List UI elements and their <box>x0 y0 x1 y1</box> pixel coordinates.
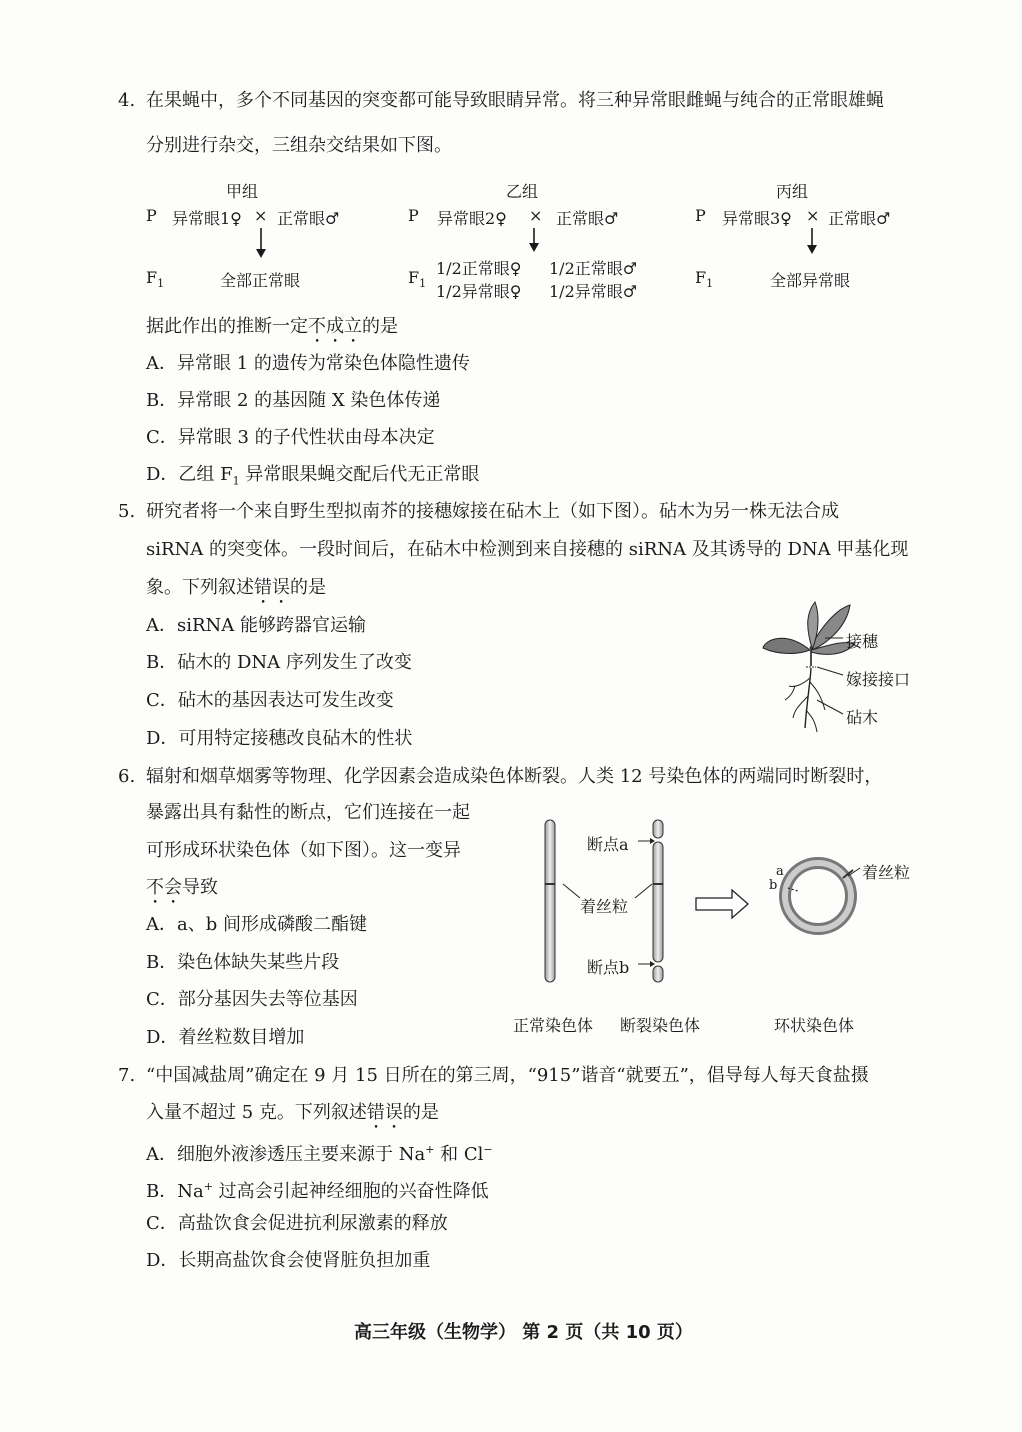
leader-stock <box>817 700 843 714</box>
label-break-b: 断点b <box>587 958 630 977</box>
q7-option-c: C．高盐饮食会促进抗利尿激素的释放 <box>146 1213 448 1234</box>
q6-option-c: C．部分基因失去等位基因 <box>146 989 358 1010</box>
q6-stem-line1: 辐射和烟草烟雾等物理、化学因素会造成染色体断裂。人类 12 号染色体的两端同时断裂时， <box>146 766 883 787</box>
q4-prompt: 据此作出的推断一定不成立的是 <box>146 316 398 337</box>
label-normal-chromosome: 正常染色体 <box>513 1016 594 1035</box>
label-stock: 砧木 <box>846 708 879 727</box>
group-yi-cross: × <box>529 206 543 225</box>
q5-stem-line2: siRNA 的突变体。一段时间后，在砧木中检测到来自接穗的 siRNA 及其诱导的 DNA 甲基化现 <box>146 539 909 560</box>
q6-stem-line4: 不会导致 <box>146 877 218 898</box>
label-scion: 接穗 <box>846 632 879 651</box>
q6-option-d: D．着丝粒数目增加 <box>146 1027 305 1048</box>
q4-option-a: A．异常眼 1 的遗传为常染色体隐性遗传 <box>146 353 470 374</box>
q7-option-d: D．长期高盐饮食会使肾脏负担加重 <box>146 1250 431 1271</box>
group-jia-cross: × <box>254 206 268 225</box>
label-ring-centromere: 着丝粒 <box>862 863 911 882</box>
group-bing-p: P <box>695 206 706 225</box>
group-yi-title: 乙组 <box>506 182 539 201</box>
broken-fragment-bottom <box>653 966 663 982</box>
group-jia-title: 甲组 <box>226 182 259 201</box>
group-yi-f1-label: $F_1$ <box>408 268 427 291</box>
ring-chromosome-inner <box>785 863 851 929</box>
label-centromere: 着丝粒 <box>580 897 629 916</box>
chromosome-figure <box>500 810 920 1000</box>
q4-stem-line1: 在果蝇中，多个不同基因的突变都可能导致眼睛异常。将三种异常眼雌蝇与纯合的正常眼雄蝇 <box>146 90 884 111</box>
root-branch-2 <box>810 682 825 710</box>
q7-stem-line2: 入量不超过 5 克。下列叙述错误的是 <box>146 1102 439 1123</box>
group-yi-f1-male-abnormal: 1/2异常眼♂ <box>549 282 638 301</box>
q7-stem-line1: “中国减盐周”确定在 9 月 15 日所在的第三周，“915”谐音“就要五”，倡导每人每天食盐摄 <box>146 1065 869 1086</box>
q5-option-a: A．siRNA 能够跨器官运输 <box>146 615 367 636</box>
group-jia-f1-result: 全部正常眼 <box>220 271 301 290</box>
label-ring-a: a <box>776 864 784 879</box>
label-ring-chromosome: 环状染色体 <box>774 1016 855 1035</box>
group-yi-male: 正常眼♂ <box>556 209 619 228</box>
q6-number: 6. <box>118 766 136 787</box>
q6-option-b: B．染色体缺失某些片段 <box>146 952 340 973</box>
q4-stem-line2: 分别进行杂交，三组杂交结果如下图。 <box>146 135 452 156</box>
q4-option-d: D．乙组 $F_1$ 异常眼果蝇交配后代无正常眼 <box>146 464 480 488</box>
arrow-bing-head <box>807 245 817 254</box>
q5-option-b: B．砧木的 DNA 序列发生了改变 <box>146 652 412 673</box>
q5-stem-line1: 研究者将一个来自野生型拟南芥的接穗嫁接在砧木上（如下图）。砧木为另一株无法合成 <box>146 501 839 522</box>
leader-junction <box>817 667 843 675</box>
root-branch-1 <box>789 678 810 687</box>
label-ring-b: b <box>769 878 778 893</box>
group-jia-female: 异常眼1♀ <box>172 209 242 228</box>
q4-number: 4. <box>118 90 136 111</box>
q7-number: 7. <box>118 1065 136 1086</box>
q4-option-b: B．异常眼 2 的基因随 X 染色体传递 <box>146 390 441 411</box>
q6-stem-line3: 可形成环状染色体（如下图）。这一变异 <box>146 840 461 861</box>
label-break-a: 断点a <box>587 835 629 854</box>
group-bing-f1-result: 全部异常眼 <box>770 271 851 290</box>
pointer-centromere-right <box>635 884 652 898</box>
pointer-break-b-head <box>650 961 655 967</box>
leaf-left <box>763 638 810 653</box>
broken-chromosome-middle <box>653 842 663 962</box>
group-jia-male: 正常眼♂ <box>277 209 340 228</box>
root-branch-5 <box>785 686 795 700</box>
group-yi-f1-female-abnormal: 1/2异常眼♀ <box>436 282 522 301</box>
group-yi-f1-male-normal: 1/2正常眼♂ <box>549 259 638 278</box>
page-footer: 高三年级（生物学） 第 2 页（共 10 页） <box>354 1322 693 1343</box>
group-yi-female: 异常眼2♀ <box>437 209 507 228</box>
broken-fragment-top <box>653 820 663 838</box>
group-bing-cross: × <box>806 206 820 225</box>
arrow-jia-head <box>256 249 266 258</box>
q7-option-a: A．细胞外液渗透压主要来源于 Na+ 和 Cl− <box>146 1143 493 1165</box>
cross-arrows <box>0 0 1022 300</box>
group-bing-female: 异常眼3♀ <box>722 209 792 228</box>
q4-option-c: C．异常眼 3 的子代性状由母本决定 <box>146 427 435 448</box>
label-broken-chromosome: 断裂染色体 <box>620 1016 701 1035</box>
group-bing-f1-label: $F_1$ <box>695 268 714 291</box>
group-bing-title: 丙组 <box>776 182 809 201</box>
transform-arrow <box>696 890 748 918</box>
arrow-yi-head <box>529 243 539 252</box>
group-jia-f1-label: $F_1$ <box>146 268 165 291</box>
q6-stem-line2: 暴露出具有黏性的断点，它们连接在一起 <box>146 802 470 823</box>
q5-option-c: C．砧木的基因表达可发生改变 <box>146 690 394 711</box>
root-branch-4 <box>806 710 817 732</box>
q7-option-b: B．Na+ 过高会引起神经细胞的兴奋性降低 <box>146 1180 489 1202</box>
q6-option-a: A．a、b 间形成磷酸二酯键 <box>146 914 367 935</box>
pointer-centromere-left <box>563 884 580 898</box>
q5-number: 5. <box>118 501 136 522</box>
label-graft-junction: 嫁接接口 <box>846 670 911 689</box>
group-bing-male: 正常眼♂ <box>828 209 891 228</box>
q5-option-d: D．可用特定接穗改良砧木的性状 <box>146 728 413 749</box>
normal-chromosome <box>545 820 555 982</box>
group-yi-p: P <box>408 206 419 225</box>
group-yi-f1-female-normal: 1/2正常眼♀ <box>436 259 522 278</box>
q5-stem-line3: 象。下列叙述错误的是 <box>146 577 326 598</box>
group-jia-p: P <box>146 206 157 225</box>
